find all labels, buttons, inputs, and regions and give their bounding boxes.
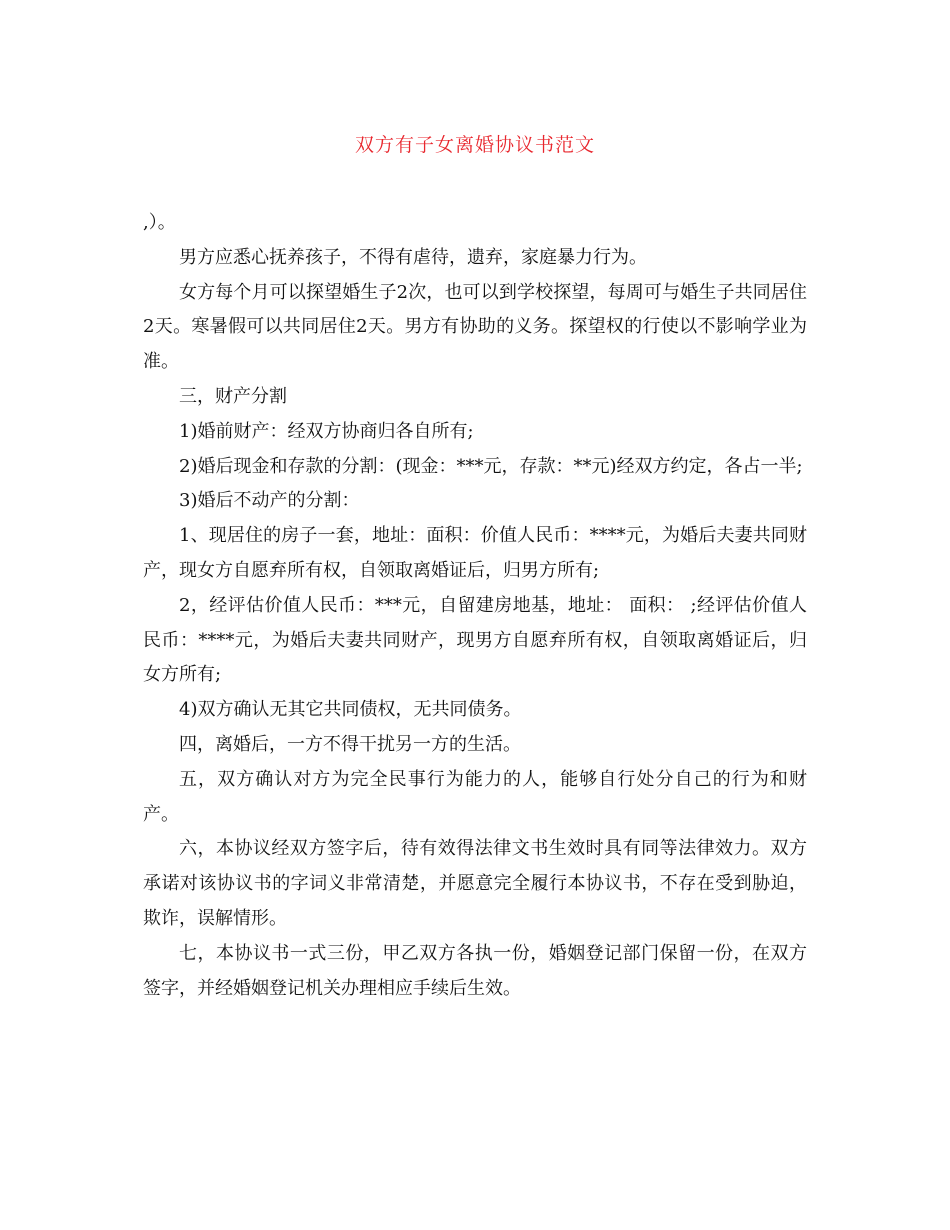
section-heading-property: 三，财产分割 [179,385,287,407]
paragraph-premarital-property: 1)婚前财产：经双方协商归各自所有; [179,420,474,442]
paragraph-visitation: 女方每个月可以探望婚生子2次，也可以到学校探望，每周可与婚生子共同居住2天。寒暑假可以共同居住2天。男方有协助的义务。探望权的行使以不影响学业为准。 [143,281,807,373]
paragraph-copies: 七，本协议书一式三份，甲乙双方各执一份，婚姻登记部门保留一份，在双方签字，并经婚姻登记机关办理相应手续后生效。 [143,942,807,999]
paragraph-land: 2，经评估价值人民币：***元，自留建房地基，地址： 面积： ;经评估价值人民币：****元，为婚后夫妻共同财产，现男方自愿弃所有权，自领取离婚证后，归女方所有; [143,594,807,686]
paragraph-no-interference: 四，离婚后，一方不得干扰另一方的生活。 [179,733,521,755]
document-title: 双方有子女离婚协议书范文 [354,134,595,156]
document-body [143,206,807,1006]
paragraph-house: 1、现居住的房子一套，地址：面积：价值人民币：****元，为婚后夫妻共同财产，现女方自愿弃所有权，自领取离婚证后，归男方所有; [143,525,807,581]
paragraph-effect: 六，本协议经双方签字后，待有效得法律文书生效时具有同等法律效力。双方承诺对该协议书的字词义非常清楚，并愿意完全履行本协议书，不存在受到胁迫，欺诈，误解情形。 [143,838,807,929]
paragraph-cash-savings: 2)婚后现金和存款的分割：(现金：***元，存款：**元)经双方约定，各占一半; [179,455,803,477]
paragraph-fragment: ,）。 [143,212,176,233]
paragraph-custody-duty: 男方应悉心抚养孩子，不得有虐待，遗弃，家庭暴力行为。 [179,246,647,268]
paragraph-capacity: 五，双方确认对方为完全民事行为能力的人，能够自行处分自己的行为和财产。 [143,768,807,825]
paragraph-real-estate-heading: 3)婚后不动产的分割： [179,490,360,512]
paragraph-debts: 4)双方确认无其它共同债权，无共同债务。 [179,699,522,721]
